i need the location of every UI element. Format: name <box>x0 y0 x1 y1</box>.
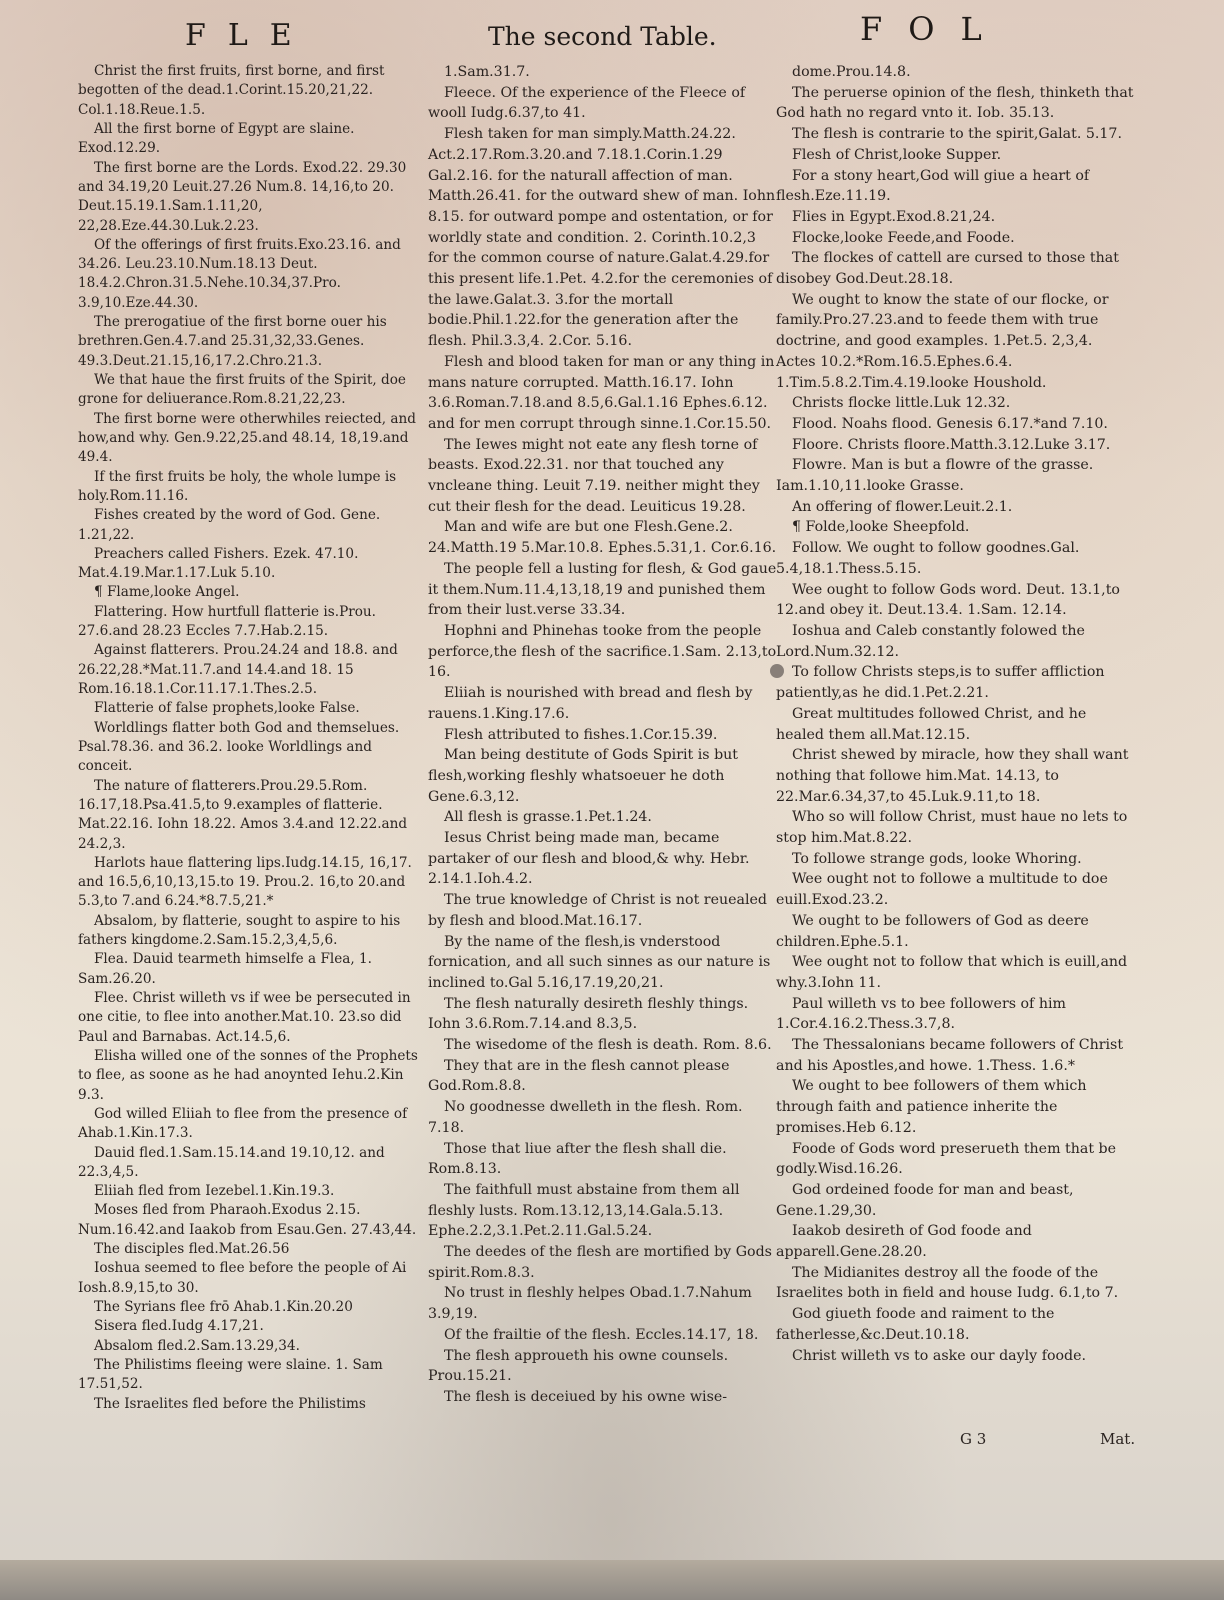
column-left <box>78 62 430 1414</box>
catchword: Mat. <box>1100 1430 1136 1448</box>
index-entry: An offering of flower.Leuit.2.1. <box>792 498 1013 515</box>
index-entry: The nature of flatterers.Prou.29.5.Rom. 16.17,18.Psa.41.5,to 9.examples of flatterie. Mat.22.16. Iohn 18.22. Amos 3.4.and 12.22.and 24.2,3. <box>78 777 408 852</box>
signature-mark: G 3 <box>960 1430 987 1448</box>
index-entry: The flesh is deceiued by his owne wise- <box>444 1389 728 1405</box>
index-entry: Flesh and blood taken for man or any thing in mans nature corrupted. Matth.16.17. Iohn 3.6.Roman.7.18.and 8.5,6.Gal.1.16 Ephes.6.12. and for men corrupt through sinne.1.Cor.15.50. <box>428 353 775 432</box>
index-entry: The peruerse opinion of the flesh, thinketh that God hath no regard vnto it. Iob. 35.13. <box>776 84 1134 122</box>
index-entry: For a stony heart,God will giue a heart of flesh.Eze.11.19. <box>776 167 1090 205</box>
index-entry: Follow. We ought to follow goodnes.Gal. 5.4,18.1.Thess.5.15. <box>776 540 1080 577</box>
index-entry: Floore. Christs floore.Matth.3.12.Luke 3.17. <box>792 436 1111 453</box>
index-entry: Christs flocke little.Luk 12.32. <box>792 395 1011 412</box>
index-entry: Harlots haue flattering lips.Iudg.14.15, 16,17. and 16.5,6,10,13,15.to 19. Prou.2. 16,to 20.and 5.3,to 7.and 6.24.*8.7.5,21.* <box>78 854 412 910</box>
running-header <box>0 10 1224 60</box>
index-entry: dome.Prou.14.8. <box>792 64 911 80</box>
index-entry: The flesh naturally desireth fleshly things. Iohn 3.6.Rom.7.14.and 8.3,5. <box>428 995 749 1033</box>
index-entry: The Iewes might not eate any flesh torne of beasts. Exod.22.31. nor that touched any vncleane thing. Leuit 7.19. neither might they cut their flesh for the dead. Leuiticus 19.28. <box>428 436 760 515</box>
index-entry: The flesh is contrarie to the spirit,Galat. 5.17. <box>792 126 1122 143</box>
column-middle <box>428 62 780 1408</box>
index-entry: We ought to bee followers of them which through faith and patience inherite the promises.Heb 6.12. <box>776 1078 1087 1136</box>
index-entry: They that are in the flesh cannot please God.Rom.8.8. <box>428 1057 730 1095</box>
index-entry: Flesh taken for man simply.Matth.24.22. Act.2.17.Rom.3.20.and 7.18.1.Corin.1.29 Gal.2.16. for the naturall affection of man. Matth.26.41. for the outward shew of man. Iohn 8.15. for outward pompe and ostentation, or for worldly state and condition. 2. Corinth.10.2,3 for the common course of nature.Galat.4.29.for this present life.1.Pet. 4.2.for the ceremonies of the lawe.Galat.3. 3.for the mortall bodie.Phil.1.22.for the generation after the flesh. Phil.3.3,4. 2.Cor. 5.16. <box>428 126 776 350</box>
index-entry: Of the offerings of first fruits.Exo.23.16. and 34.26. Leu.23.10.Num.18.13 Deut. 18.4.2.Chron.31.5.Nehe.10.34,37.Pro. 3.9,10.Eze.44.30. <box>78 236 401 311</box>
index-entry: Those that liue after the flesh shall die. Rom.8.13. <box>428 1140 727 1178</box>
index-entry: Against flatterers. Prou.24.24 and 18.8. and 26.22,28.*Mat.11.7.and 14.4.and 18. 15 Rom.16.18.1.Cor.11.17.1.Thes.2.5. <box>78 642 398 697</box>
index-entry: The Israelites fled before the Philistims <box>94 1395 366 1412</box>
index-entry: If the first fruits be holy, the whole lumpe is holy.Rom.11.16. <box>78 468 397 504</box>
header-right-guide-word: FOL <box>860 10 1008 48</box>
index-entry: Flowre. Man is but a flowre of the grasse. Iam.1.10,11.looke Grasse. <box>776 457 1094 495</box>
index-entry: Flies in Egypt.Exod.8.21,24. <box>792 208 996 225</box>
index-entry: To followe strange gods, looke Whoring. <box>792 850 1082 867</box>
index-entry: We ought to know the state of our flocke, or family.Pro.27.23.and to feede them with true doctrine, and good examples. 1.Pet.5. 2,3,4. Actes 10.2.*Rom.16.5.Ephes.6.4. 1.Tim.5.8.2.Tim.4.19.looke Houshold. <box>776 291 1109 391</box>
index-entry: Elisha willed one of the sonnes of the Prophets to flee, as soone as he had anoynted Iehu.2.Kin 9.3. <box>78 1047 418 1103</box>
index-entry: Paul willeth vs to bee followers of him 1.Cor.4.16.2.Thess.3.7,8. <box>776 995 1066 1033</box>
index-entry: The Philistims fleeing were slaine. 1. Sam 17.51,52. <box>78 1356 383 1393</box>
index-entry: Flesh attributed to fishes.1.Cor.15.39. <box>444 726 718 743</box>
index-entry: Ioshua seemed to flee before the people of Ai Iosh.8.9,15,to 30. <box>78 1260 407 1296</box>
index-entry: The disciples fled.Mat.26.56 <box>94 1241 290 1258</box>
index-entry: Foode of Gods word preserueth them that be godly.Wisd.16.26. <box>776 1140 1117 1178</box>
index-entry: Absalom fled.2.Sam.13.29,34. <box>94 1337 300 1354</box>
index-entry: God ordeined foode for man and beast, Gene.1.29,30. <box>776 1181 1074 1219</box>
index-entry: The prerogatiue of the first borne ouer his brethren.Gen.4.7.and 25.31,32,33.Genes. 49.3.Deut.21.15,16,17.2.Chro.21.3. <box>78 314 387 369</box>
index-entry: By the name of the flesh,is vnderstood fornication, and all such sinnes as our nature is inclined to.Gal 5.16,17.19,20,21. <box>428 933 771 991</box>
index-entry: Iaakob desireth of God foode and apparell.Gene.28.20. <box>776 1223 1032 1261</box>
index-entry: To follow Christs steps,is to suffer affliction patiently,as he did.1.Pet.2.21. <box>776 664 1105 702</box>
header-left-guide-word: FLE <box>185 18 314 53</box>
index-entry: God willed Eliiah to flee from the presence of Ahab.1.Kin.17.3. <box>78 1105 408 1142</box>
page-bottom-edge <box>0 1560 1224 1600</box>
index-entry: Flattering. How hurtfull flatterie is.Prou. 27.6.and 28.23 Eccles 7.7.Hab.2.15. <box>78 603 376 640</box>
index-entry: Iesus Christ being made man, became partaker of our flesh and blood,& why. Hebr. 2.14.1.Ioh.4.2. <box>428 830 750 888</box>
index-entry: No goodnesse dwelleth in the flesh. Rom. 7.18. <box>428 1099 743 1136</box>
index-entry: Wee ought to follow Gods word. Deut. 13.1,to 12.and obey it. Deut.13.4. 1.Sam. 12.14. <box>776 581 1120 619</box>
column-right <box>776 62 1136 1366</box>
index-entry: Flea. Dauid tearmeth himselfe a Flea, 1. Sam.26.20. <box>78 951 373 987</box>
index-entry: Absalom, by flatterie, sought to aspire to his fathers kingdome.2.Sam.15.2,3,4,5,6. <box>78 912 401 949</box>
index-entry: The faithfull must abstaine from them all fleshly lusts. Rom.13.12,13,14.Gala.5.13. Ephe.2.2,3.1.Pet.2.11.Gal.5.24. <box>428 1181 740 1240</box>
index-entry: The flesh approueth his owne counsels. Prou.15.21. <box>428 1347 729 1385</box>
index-entry: Flesh of Christ,looke Supper. <box>792 146 1002 163</box>
index-entry: We that haue the first fruits of the Spirit, doe grone for deliuerance.Rom.8.21,22,23. <box>78 372 406 408</box>
index-entry: The true knowledge of Christ is not reuealed by flesh and blood.Mat.16.17. <box>428 892 767 929</box>
index-entry: Flocke,looke Feede,and Foode. <box>792 229 1015 246</box>
index-entry: Christ shewed by miracle, how they shall want nothing that followe him.Mat. 14.13, to 22.Mar.6.34,37,to 45.Luk.9.11,to 18. <box>776 747 1129 805</box>
index-entry: Eliiah fled from Iezebel.1.Kin.19.3. <box>94 1183 335 1200</box>
index-entry: Sisera fled.Iudg 4.17,21. <box>94 1318 264 1335</box>
index-entry: The Thessalonians became followers of Christ and his Apostles,and howe. 1.Thess. 1.6.* <box>776 1037 1124 1074</box>
index-entry: All flesh is grasse.1.Pet.1.24. <box>444 809 652 826</box>
index-entry: Who so will follow Christ, must haue no lets to stop him.Mat.8.22. <box>776 809 1128 847</box>
index-entry: Christ the first fruits, first borne, and first begotten of the dead.1.Corint.15.20,21,22. Col.1.18.Reue.1.5. <box>78 63 385 118</box>
index-entry: We ought to be followers of God as deere children.Ephe.5.1. <box>776 912 1089 950</box>
index-entry: The Syrians flee frō Ahab.1.Kin.20.20 <box>94 1299 353 1315</box>
index-entry: Moses fled from Pharaoh.Exodus 2.15. Num.16.42.and Iaakob from Esau.Gen. 27.43,44. <box>78 1202 417 1238</box>
index-entry: Eliiah is nourished with bread and flesh by rauens.1.King.17.6. <box>428 685 753 722</box>
index-entry: The first borne were otherwhiles reiected, and how,and why. Gen.9.22,25.and 48.14, 18,19.and 49.4. <box>78 410 416 466</box>
index-entry: Dauid fled.1.Sam.15.14.and 19.10,12. and 22.3,4,5. <box>78 1144 385 1180</box>
index-entry: God giueth foode and raiment to the fatherlesse,&c.Deut.10.18. <box>776 1306 1055 1343</box>
index-entry: Wee ought not to follow that which is euill,and why.3.Iohn 11. <box>776 954 1128 991</box>
index-entry: ¶ Flame,looke Angel. <box>94 584 240 601</box>
ink-stain <box>770 664 784 678</box>
index-entry: Man and wife are but one Flesh.Gene.2. 24.Matth.19 5.Mar.10.8. Ephes.5.31,1. Cor.6.16. <box>428 519 777 557</box>
index-entry: Fishes created by the word of God. Gene. 1.21,22. <box>78 507 381 543</box>
index-entry: The Midianites destroy all the foode of the Israelites both in field and house Iudg. 6.1,to 7. <box>776 1264 1119 1302</box>
index-entry: Hophni and Phinehas tooke from the people perforce,the flesh of the sacrifice.1.Sam. 2.13,to 16. <box>428 622 777 681</box>
index-entry: The first borne are the Lords. Exod.22. 29.30 and 34.19,20 Leuit.27.26 Num.8. 14,16,to 20. Deut.15.19.1.Sam.1.11,20, 22,28.Eze.44.30.Luk.2.23. <box>78 159 407 234</box>
index-entry: No trust in fleshly helpes Obad.1.7.Nahum 3.9,19. <box>428 1285 752 1323</box>
index-entry: All the first borne of Egypt are slaine. Exod.12.29. <box>78 120 355 157</box>
header-title: The second Table. <box>488 22 717 51</box>
index-entry: The people fell a lusting for flesh, & God gaue it them.Num.11.4,13,18,19 and punished them from their lust.verse 33.34. <box>428 560 777 619</box>
index-entry: Flatterie of false prophets,looke False. <box>94 700 360 717</box>
index-entry: Wee ought not to followe a multitude to doe euill.Exod.23.2. <box>776 871 1108 909</box>
index-entry: The deedes of the flesh are mortified by Gods spirit.Rom.8.3. <box>428 1244 772 1281</box>
index-entry: The flockes of cattell are cursed to those that disobey God.Deut.28.18. <box>776 250 1119 288</box>
index-entry: Flee. Christ willeth vs if wee be persecuted in one citie, to flee into another.Mat.10. 23.so did Paul and Barnabas. Act.14.5,6. <box>78 990 411 1045</box>
index-entry: The wisedome of the flesh is death. Rom. 8.6. <box>444 1037 772 1054</box>
index-entry: Ioshua and Caleb constantly folowed the Lord.Num.32.12. <box>776 622 1085 660</box>
index-entry: Flood. Noahs flood. Genesis 6.17.*and 7.10. <box>792 415 1108 432</box>
index-entry: Man being destitute of Gods Spirit is but flesh,working fleshly whatsoeuer he doth Gene.6.3,12. <box>428 747 738 805</box>
index-entry: Fleece. Of the experience of the Fleece of wooll Iudg.6.37,to 41. <box>428 84 746 122</box>
index-entry: Worldlings flatter both God and themselues. Psal.78.36. and 36.2. looke Worldlings and conceit. <box>78 719 400 775</box>
index-entry: Christ willeth vs to aske our dayly foode. <box>792 1347 1087 1364</box>
index-entry: ¶ Folde,looke Sheepfold. <box>792 519 970 536</box>
index-entry: Preachers called Fishers. Ezek. 47.10. Mat.4.19.Mar.1.17.Luk 5.10. <box>78 545 359 582</box>
index-entry: Great multitudes followed Christ, and he healed them all.Mat.12.15. <box>776 705 1087 743</box>
index-entry: Of the frailtie of the flesh. Eccles.14.17, 18. <box>444 1326 759 1343</box>
index-entry: 1.Sam.31.7. <box>444 64 530 80</box>
